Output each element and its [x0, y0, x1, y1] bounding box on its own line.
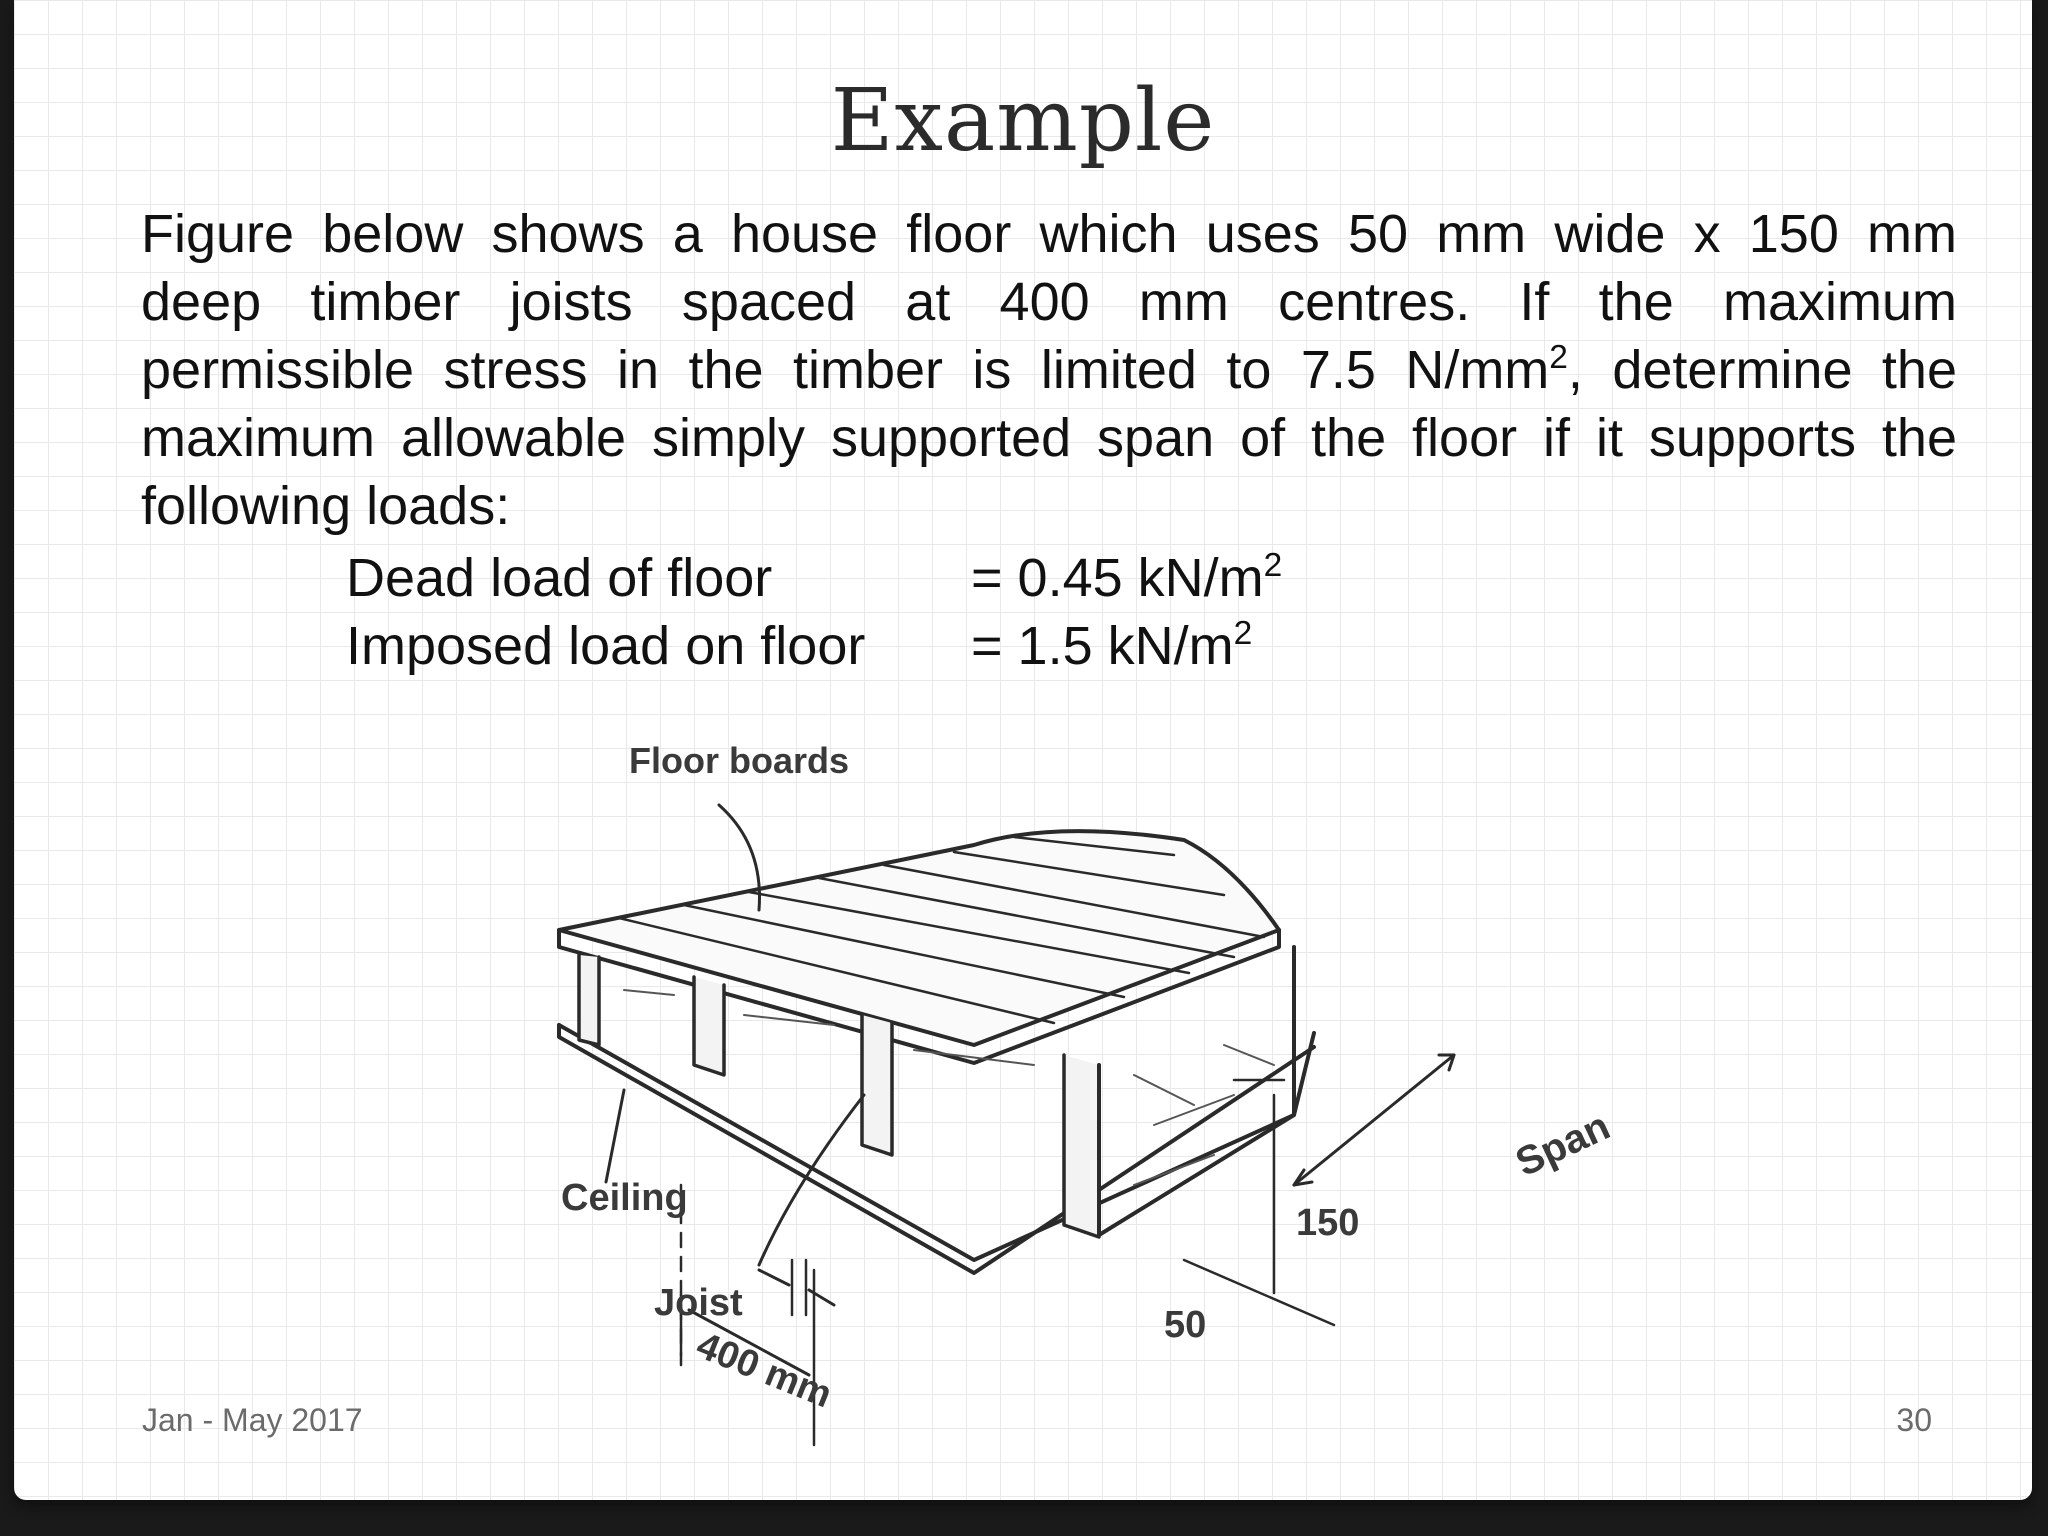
floor-joist-diagram [534, 715, 1654, 1455]
stress-text: permissible stress in the timber is limited to 7.5 N/mm [141, 340, 1550, 400]
load-label: Dead load of floor [346, 548, 773, 608]
depth-label: 150 [1296, 1202, 1360, 1244]
floor-boards-top [559, 831, 1279, 1045]
problem-line-5: following loads: [141, 476, 511, 536]
determine-text: , determine the [1567, 340, 1957, 400]
ceiling-board [559, 1025, 1314, 1260]
stress-superscript: 2 [1549, 338, 1568, 376]
load-label: Imposed load on floor [346, 616, 866, 676]
load-row-dead [346, 544, 1282, 612]
load-value: = 1.5 $kN/m^2$ [971, 614, 1253, 676]
problem-line-4: maximum allowable simply supported span of the floor if it supports the [141, 408, 1957, 468]
span-label: Span [1509, 1103, 1617, 1186]
width-label: 50 [1164, 1304, 1207, 1346]
ceiling-label: Ceiling [561, 1177, 688, 1219]
load-row-imposed [346, 612, 1282, 680]
load-value: = 0.45 $kN/m^2$ [971, 546, 1283, 608]
spacing-label: 400 mm [690, 1324, 838, 1417]
page-number: 30 [1896, 1402, 1932, 1438]
footer-date: Jan - May 2017 [142, 1402, 363, 1438]
problem-line-3 [141, 336, 1957, 404]
joist-label: Joist [654, 1282, 743, 1324]
slide [14, 0, 2032, 1500]
floor-boards-label: Floor boards [629, 740, 850, 781]
problem-text [141, 200, 1957, 540]
slide-title: Example [830, 71, 1216, 171]
loads-list [346, 544, 1282, 680]
problem-line-2: deep timber joists spaced at 400 mm centres. If the maximum [141, 272, 1957, 332]
problem-line-1: Figure below shows a house floor which uses 50 mm wide x 150 mm [141, 204, 1957, 264]
